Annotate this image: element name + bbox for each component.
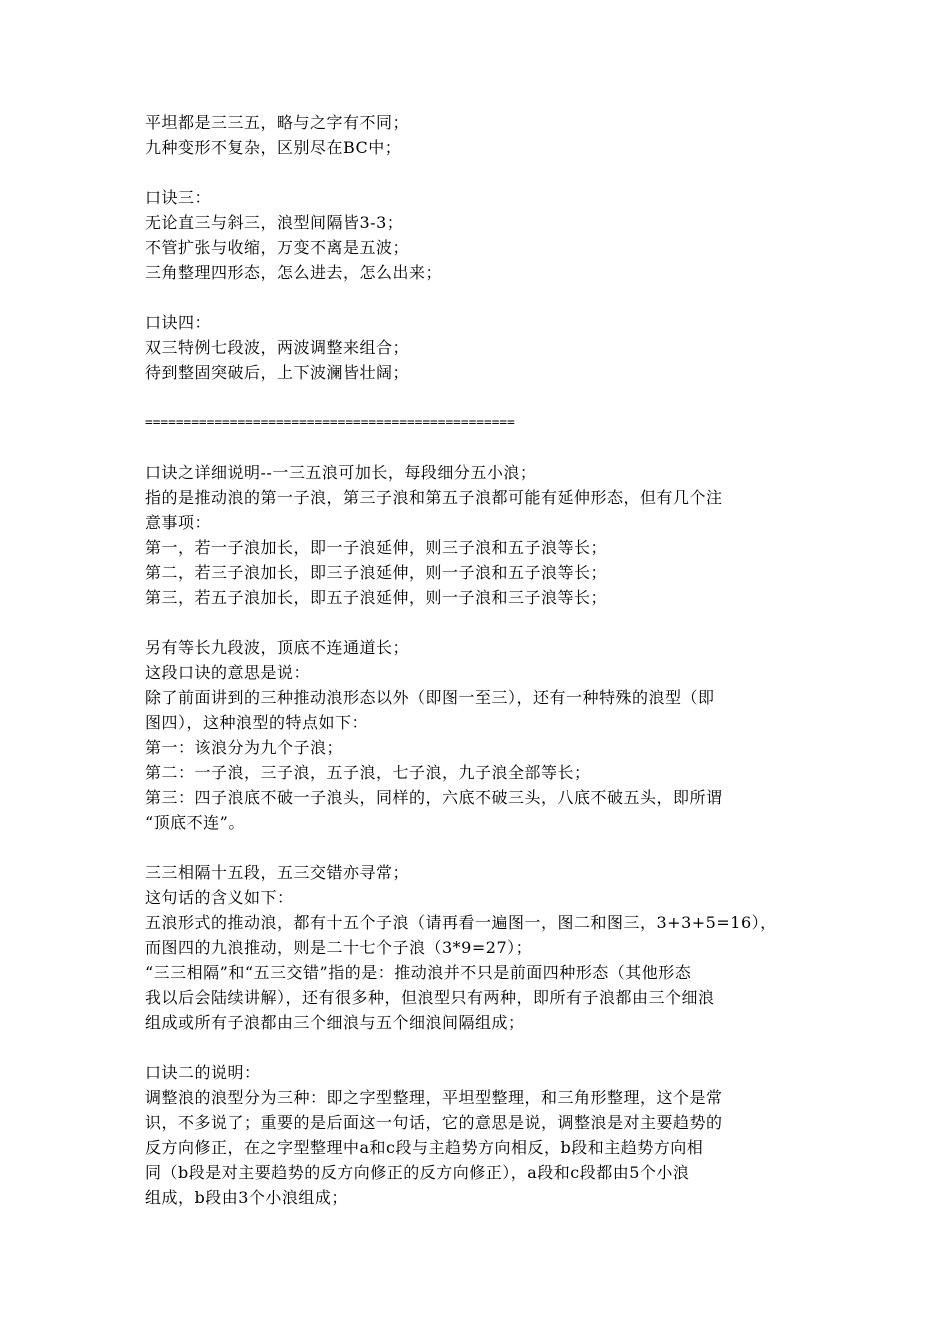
text-line: 这句话的含义如下： bbox=[145, 888, 294, 907]
text-line: 三三相隔十五段，五三交错亦寻常； bbox=[145, 863, 410, 882]
text-line: 无论直三与斜三，浪型间隔皆3-3； bbox=[145, 213, 404, 232]
text-line: 第二，若三子浪加长，即三子浪延伸，则一子浪和五子浪等长； bbox=[145, 563, 608, 582]
blank-line bbox=[145, 435, 815, 460]
text-line: 组成或所有子浪都由三个细浪与五个细浪间隔组成； bbox=[145, 1013, 525, 1032]
text-line: 识，不多说了；重要的是后面这一句话，它的意思是说，调整浪是对主要趋势的 bbox=[145, 1113, 723, 1132]
text-line: “顶底不连”。 bbox=[145, 813, 245, 832]
text-line: 而图四的九浪推动，则是二十七个子浪（3*9=27）； bbox=[145, 938, 533, 957]
text-line: 第一，若一子浪加长，即一子浪延伸，则三子浪和五子浪等长； bbox=[145, 538, 608, 557]
text-line: 第三，若五子浪加长，即五子浪延伸，则一子浪和三子浪等长； bbox=[145, 588, 608, 607]
blank-line bbox=[145, 385, 815, 410]
text-line: 双三特例七段波，两波调整来组合； bbox=[145, 338, 410, 357]
blank-line bbox=[145, 1035, 815, 1060]
text-line: 这段口诀的意思是说： bbox=[145, 663, 311, 682]
text-line: 意事项： bbox=[145, 513, 212, 532]
blank-line bbox=[145, 160, 815, 185]
text-line: “三三相隔”和“五三交错”指的是：推动浪并不只是前面四种形态（其他形态 bbox=[145, 963, 692, 982]
text-line: 组成，b段由3个小浪组成； bbox=[145, 1188, 348, 1207]
text-line: 不管扩张与收缩，万变不离是五波； bbox=[145, 238, 410, 257]
text-line: 反方向修正，在之字型整理中a和c段与主趋势方向相反，b段和主趋势方向相 bbox=[145, 1138, 704, 1157]
text-line: 口诀之详细说明--一三五浪可加长，每段细分五小浪； bbox=[145, 463, 537, 482]
text-line: 调整浪的浪型分为三种：即之字型整理，平坦型整理，和三角形整理，这个是常 bbox=[145, 1088, 723, 1107]
blank-line bbox=[145, 835, 815, 860]
text-line: 除了前面讲到的三种推动浪形态以外（即图一至三），还有一种特殊的浪型（即 bbox=[145, 688, 715, 707]
text-line: 第一：该浪分为九个子浪； bbox=[145, 738, 344, 757]
text-line: 三角整理四形态，怎么进去，怎么出来； bbox=[145, 263, 443, 282]
section-heading: 口诀三： bbox=[145, 188, 212, 207]
text-line: 第二：一子浪，三子浪，五子浪，七子浪，九子浪全部等长； bbox=[145, 763, 591, 782]
separator-rule: ================================================ bbox=[145, 415, 515, 430]
blank-line bbox=[145, 610, 815, 635]
blank-line bbox=[145, 285, 815, 310]
text-line: 图四），这种浪型的特点如下： bbox=[145, 713, 369, 732]
text-line: 第三：四子浪底不破一子浪头，同样的，六底不破三头，八底不破五头，即所谓 bbox=[145, 788, 723, 807]
text-line: 另有等长九段波，顶底不连通道长； bbox=[145, 638, 410, 657]
document-body bbox=[145, 110, 815, 1210]
section-heading: 口诀二的说明： bbox=[145, 1063, 261, 1082]
text-line: 九种变形不复杂，区别尽在BC中； bbox=[145, 138, 402, 157]
text-line: 五浪形式的推动浪，都有十五个子浪（请再看一遍图一，图二和图三，3+3+5=16）， bbox=[145, 913, 777, 932]
section-heading: 口诀四： bbox=[145, 313, 212, 332]
text-line: 我以后会陆续讲解），还有很多种，但浪型只有两种，即所有子浪都由三个细浪 bbox=[145, 988, 715, 1007]
text-line: 指的是推动浪的第一子浪，第三子浪和第五子浪都可能有延伸形态，但有几个注 bbox=[145, 488, 723, 507]
text-line: 待到整固突破后，上下波澜皆壮阔； bbox=[145, 363, 410, 382]
text-line: 同（b段是对主要趋势的反方向修正的反方向修正），a段和c段都由5个小浪 bbox=[145, 1163, 690, 1182]
text-line: 平坦都是三三五，略与之字有不同； bbox=[145, 113, 410, 132]
